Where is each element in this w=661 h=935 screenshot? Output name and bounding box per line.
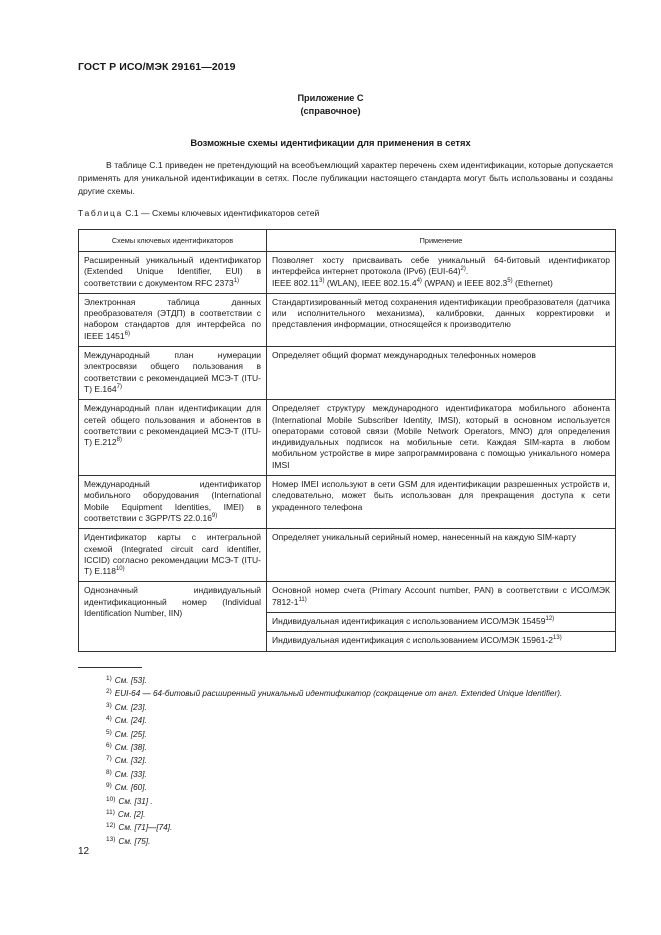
footnote-ref: 13) [553,635,562,642]
footnote-number: 7) [106,755,112,763]
header-schemes: Схемы ключевых идентификаторов [79,230,267,252]
application-cell: Определяет уникальный серийный номер, нанесенный на каждую SIM-карту [267,529,616,582]
footnote-ref: 7) [116,383,122,390]
section-title: Возможные схемы идентификации для применения в сетях [190,137,471,148]
footnote-text: См. [24]. [114,716,147,726]
footnote-number: 10) [106,795,116,803]
footnotes [78,673,618,847]
application-text: . [465,266,469,277]
application-cell [267,632,616,651]
intro-paragraph: В таблице С.1 приведен не претендующий на всеобъемлющий характер перечень схем идентификации, которые допускается применять для уникальной идентификации в сетях. После публикации настоящего стандарта могут быть использованы и созданы другие схемы. [78,160,613,196]
footnote-ref: 9) [211,512,218,519]
scheme-text: Расширенный уникальный идентификатор (Extended Unique Identifier, EUI) в соответствии с документом RFC 2373 [84,255,261,288]
scheme-text: Международный идентификатор мобильного оборудования (International Mobile Equipment Identities, IMEI) в соответствии с 3GPP/TS 22.0.16 [84,479,261,523]
application-text: Индивидуальная идентификация с использованием ИСО/МЭК 15459 [272,616,546,627]
footnote-text: См. [23]. [114,702,147,712]
footnote [78,807,618,820]
footnote [78,740,618,753]
footnote-text: См. [53]. [114,676,147,685]
footnote-number: 9) [106,782,112,790]
footnote-text: См. [60]. [114,783,147,793]
footnote-number: 11) [106,809,115,817]
footnote-text: См. [2]. [117,810,146,820]
footnote [78,673,618,686]
footnote-text: См. [31] . [118,796,153,806]
application-text: (WLAN), IEEE 802.15.4 [324,277,417,288]
table-caption-prefix: Таблица [78,208,123,218]
application-text: Индивидуальная идентификация с использованием ИСО/МЭК 15961-2 [272,635,554,646]
footnote-number: 1) [106,675,112,682]
footnote [78,834,618,847]
footnote-number: 4) [106,715,112,723]
scheme-text: Международный план идентификации для сетей общего пользования и абонентов в соответствии с рекомендацией МСЭ-Т (ITU-T) Е.212 [84,403,261,448]
footnote-ref: 12) [545,616,555,623]
table-caption-text: С.1 — Схемы ключевых идентификаторов сетей [122,208,320,218]
application-text: Основной номер счета (Primary Account number, PAN) в соответствии с ИСО/МЭК 7812-1 [272,585,610,607]
footnote [78,713,618,726]
footnote-number: 5) [106,728,112,736]
application-text: Позволяет хосту присваивать себе уникальный 64-битовый идентификатор интерфейса интернет протокола (IPv6) (EUI-64) [272,255,610,277]
application-cell: Стандартизированный метод сохранения идентификации преобразователя (датчика или исполнительного механизма), калибровки, данных корректировки и представления информации, относящейся к производителю [267,293,616,346]
footnote [78,686,618,699]
identifier-schemes-table [78,229,616,652]
scheme-cell [79,293,267,346]
footnote-text: См. [71]—[74]. [118,823,173,833]
footnote-number: 8) [106,768,112,776]
footnote-number: 13) [106,835,116,843]
footnote-number: 12) [106,822,116,830]
header-application: Применение [267,230,616,252]
table-row [79,400,616,476]
footnote-text: EUI-64 — 64-битовый расширенный уникальный идентификатор (сокращение от англ. Extended Unique Identifier). [114,689,563,699]
footnote [78,700,618,713]
application-cell: Определяет структуру международного идентификатора мобильного абонента (International Mobile Subscriber Identity, IMSI), который в основном используется операторами сотовой связи (Mobile Network Operators, MNO) для определения индивидуальных подписок на мобильные сети. Каждая SIM-карта в любом мобильном устройстве в мире запрограммирована с помощью уникального номера IMSI [267,400,616,476]
application-cell: Номер IMEI используют в сети GSM для идентификации разрешенных устройств и, следовательно, может быть использован для прекращения доступа к сети украденного телефона [267,476,616,529]
footnote-ref: 2) [460,266,466,273]
application-cell [267,582,616,613]
footnote-ref: 6) [124,330,130,337]
footnote-ref: 4) [416,277,422,284]
table-row [79,529,616,582]
table-row [79,347,616,400]
scheme-text: Международный план нумерации электросвязи общего пользования в соответствии с рекомендацией МСЭ-Т (ITU-T) Е.164 [84,350,261,394]
table-row [79,252,616,294]
footnote-text: См. [38]. [114,743,147,753]
footnote [78,794,618,807]
application-text: (WPAN) и IEEE 802.3 [421,277,508,288]
table-header-row [79,230,616,252]
page-number: 12 [78,846,90,857]
footnote-ref: 8) [116,437,122,444]
footnote-number: 3) [106,701,112,709]
application-cell [267,613,616,632]
footnote [78,753,618,766]
footnote-text: См. [32]. [114,756,147,766]
scheme-cell: Однозначный индивидуальный идентификационный номер (Individual Identification Number, IIN) [79,582,267,651]
appendix-heading [0,92,661,118]
footnote-number: 2) [106,688,112,696]
footnote-text: См. [75]. [118,836,151,846]
footnote [78,767,618,780]
application-text: IEEE 802.11 [272,277,320,288]
table-row [79,293,616,346]
scheme-cell [79,400,267,476]
application-text: (Ethernet) [512,277,553,288]
document-header: ГОСТ Р ИСО/МЭК 29161—2019 [78,61,236,73]
footnote [78,727,618,740]
footnote-separator [78,667,142,668]
application-cell: Определяет общий формат международных телефонных номеров [267,347,616,400]
footnote-ref: 3) [319,277,325,284]
footnote-ref: 5) [507,277,513,284]
scheme-cell [79,347,267,400]
table-caption [78,208,319,218]
table-row [79,582,616,613]
footnote-ref: 11) [298,596,307,603]
scheme-cell [79,529,267,582]
footnote [78,780,618,793]
appendix-subtitle: (справочное) [300,106,361,116]
appendix-title: Приложение С [297,93,364,103]
scheme-text: Электронная таблица данных преобразователя (ЭТДП) в соответствии с набором стандартов для интерфейса по IEEE 1451 [84,296,261,341]
footnote-text: См. [25]. [114,729,147,739]
footnote-text: См. [33]. [114,769,147,779]
footnote-ref: 10) [115,566,125,573]
scheme-cell [79,476,267,529]
table-row [79,476,616,529]
scheme-text: Идентификатор карты с интегральной схемой (Integrated circuit card identifier, ICCID) согласно рекомендации МСЭ-Т (ITU-T) Е.118 [84,532,261,577]
footnote-ref: 1) [233,277,240,284]
application-cell [267,252,616,294]
scheme-cell [79,252,267,294]
footnote-number: 6) [106,742,112,750]
footnote [78,820,618,833]
